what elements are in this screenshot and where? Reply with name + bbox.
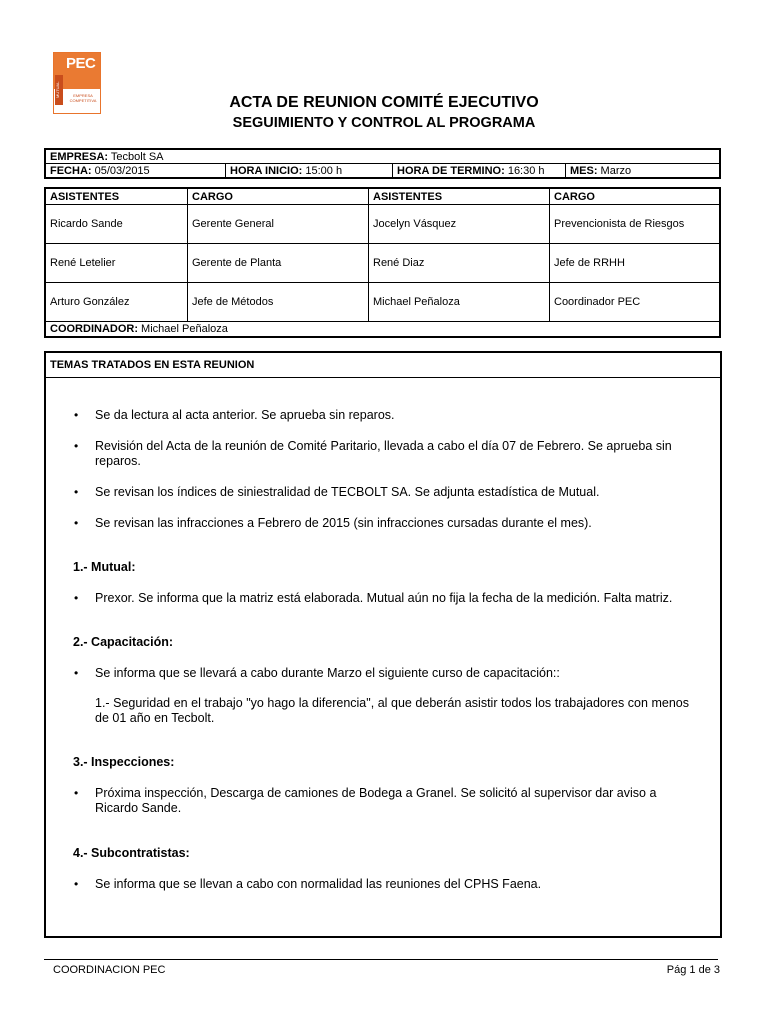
fecha-value: 05/03/2015 xyxy=(91,164,150,177)
table-row xyxy=(45,205,720,244)
hora-inicio-value: 15:00 h xyxy=(302,164,343,177)
fecha-cell xyxy=(45,164,226,179)
attendee-name: Jocelyn Vásquez xyxy=(369,205,550,244)
bullet-icon: • xyxy=(74,408,79,422)
empresa-cell xyxy=(45,149,720,164)
section-title: 1.- Mutual: xyxy=(73,560,136,574)
logo-side-text: MUTUAL xyxy=(55,75,63,105)
list-item-text: Prexor. Se informa que la matriz está elaborada. Mutual aún no fija la fecha de la medición. Falta matriz. xyxy=(95,591,673,605)
empresa-value: Tecbolt SA xyxy=(108,150,164,163)
bullet-icon: • xyxy=(74,591,79,605)
footer-left-text: COORDINACION PEC xyxy=(53,964,166,976)
attendee-name: René Letelier xyxy=(45,244,188,283)
attendee-name: René Diaz xyxy=(369,244,550,283)
section-title: 2.- Capacitación: xyxy=(73,635,174,649)
bullet-icon: • xyxy=(74,516,79,530)
list-item-text: Se revisan los índices de siniestralidad de TECBOLT SA. Se adjunta estadística de Mutual. xyxy=(95,485,600,499)
bullet-icon: • xyxy=(74,485,79,499)
header-cargo-1: CARGO xyxy=(188,188,369,205)
attendee-role: Jefe de Métodos xyxy=(188,283,369,322)
coordinator-label: COORDINADOR: xyxy=(50,323,138,335)
section-title: 3.- Inspecciones: xyxy=(73,755,175,769)
bullet-icon: • xyxy=(74,786,79,800)
footer-divider xyxy=(44,959,718,960)
attendee-role: Coordinador PEC xyxy=(550,283,721,322)
hora-inicio-label: HORA INICIO: xyxy=(230,164,303,177)
attendee-name: Arturo González xyxy=(45,283,188,322)
table-row xyxy=(45,244,720,283)
list-item-text: Se informa que se llevan a cabo con normalidad las reuniones del CPHS Faena. xyxy=(95,877,542,891)
topics-box xyxy=(44,351,722,938)
mes-cell xyxy=(566,164,721,179)
attendee-role: Prevencionista de Riesgos xyxy=(550,205,721,244)
header-asistentes-1: ASISTENTES xyxy=(45,188,188,205)
attendee-role: Gerente General xyxy=(188,205,369,244)
bullet-icon: • xyxy=(74,439,79,453)
topics-header: TEMAS TRATADOS EN ESTA REUNION xyxy=(46,353,720,378)
attendee-name: Ricardo Sande xyxy=(45,205,188,244)
logo-mark: PEC xyxy=(66,55,96,72)
bullet-icon: • xyxy=(74,666,79,680)
list-item-text: Revisión del Acta de la reunión de Comité Paritario, llevada a cabo el día 07 de Febrero. Se aprueba sin reparos. xyxy=(95,439,672,468)
hora-termino-label: HORA DE TERMINO: xyxy=(397,164,505,177)
logo-sub-text: EMPRESA COMPETITIVA xyxy=(69,93,97,103)
attendees-header-row xyxy=(45,188,720,205)
hora-termino-cell xyxy=(393,164,566,179)
mes-value: Marzo xyxy=(597,164,632,177)
document-subtitle: SEGUIMIENTO Y CONTROL AL PROGRAMA xyxy=(232,115,536,131)
list-item-text: Se informa que se llevará a cabo durante Marzo el siguiente curso de capacitación:: xyxy=(95,666,560,680)
hora-inicio-cell xyxy=(226,164,393,179)
fecha-label: FECHA: xyxy=(50,164,92,177)
coordinator-value: Michael Peñaloza xyxy=(138,323,228,335)
hora-termino-value: 16:30 h xyxy=(504,164,545,177)
list-item-text: Próxima inspección, Descarga de camiones de Bodega a Granel. Se solicitó al supervisor dar aviso a Ricardo Sande. xyxy=(95,786,657,815)
attendee-role: Jefe de RRHH xyxy=(550,244,721,283)
document-title: ACTA DE REUNION COMITÉ EJECUTIVO xyxy=(229,94,539,111)
attendees-table xyxy=(44,187,721,338)
mes-label: MES: xyxy=(570,164,598,177)
attendee-role: Gerente de Planta xyxy=(188,244,369,283)
meeting-info-table xyxy=(44,148,721,179)
course-paragraph: 1.- Seguridad en el trabajo "yo hago la diferencia", al que deberán asistir todos los trabajadores con menos de 01 año en Tecbolt. xyxy=(95,696,689,725)
section-title: 4.- Subcontratistas: xyxy=(73,846,190,860)
empresa-label: EMPRESA: xyxy=(50,150,109,163)
attendee-name: Michael Peñaloza xyxy=(369,283,550,322)
list-item-text: Se revisan las infracciones a Febrero de 2015 (sin infracciones cursadas durante el mes). xyxy=(95,516,592,530)
coordinator-cell xyxy=(45,322,720,338)
table-row xyxy=(45,283,720,322)
header-cargo-2: CARGO xyxy=(550,188,721,205)
bullet-icon: • xyxy=(74,877,79,891)
page-number: Pág 1 de 3 xyxy=(666,964,720,976)
list-item-text: Se da lectura al acta anterior. Se aprueba sin reparos. xyxy=(95,408,395,422)
header-asistentes-2: ASISTENTES xyxy=(369,188,550,205)
